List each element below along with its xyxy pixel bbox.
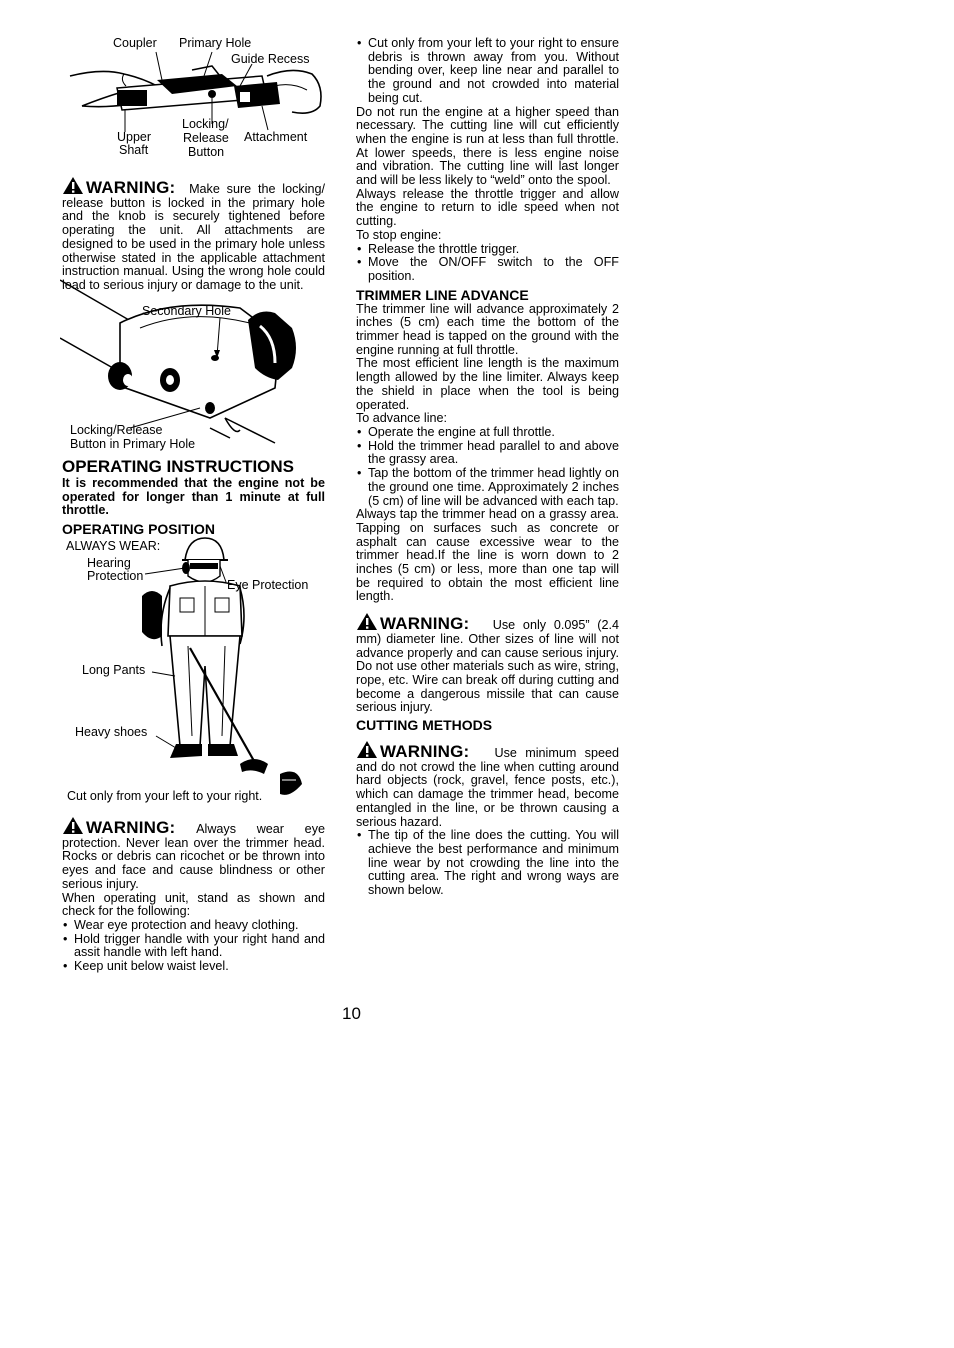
cut-direction-list — [356, 37, 619, 106]
attachment-label: Attachment — [244, 130, 308, 144]
locking-release-label-1: Locking/Release — [70, 423, 163, 437]
operating-intro: It is recommended that the engine not be operated for longer than 1 minute at full throttle. — [62, 476, 325, 518]
eye-protection-label: Eye Protection — [227, 578, 309, 592]
warning-3 — [356, 612, 619, 715]
list-item: • Hold trigger handle with your right hand and assit handle with left hand. — [62, 933, 325, 960]
warning-triangle-icon — [356, 612, 378, 631]
secondary-hole-illustration — [60, 268, 330, 446]
warning-3-text: Use only 0.095” (2.4 mm) diameter line. Other sizes of line will not advance properly and can cause serious injury. Do not use other materials such as wire, string, rope, etc. Wire can break off during cutting and become a dangerous missile that can cause serious injury. — [356, 618, 619, 715]
line-advance-para-3: Always tap the trimmer head on a grassy area. Tapping on surfaces such as concrete or asphalt can cause excessive wear to the trimmer head.If the line is worn down to 2 inches (5 cm) or less, more than one tap will be required to obtain the most efficient line length. — [356, 507, 619, 604]
advance-line-list — [356, 426, 619, 508]
operating-instructions — [62, 458, 325, 537]
guide-recess-label: Guide Recess — [231, 52, 310, 66]
heavy-shoes-label: Heavy shoes — [75, 725, 148, 739]
warning-4 — [356, 740, 619, 829]
hearing-label-1: Hearing — [87, 556, 131, 570]
operating-position-heading: OPERATING POSITION — [62, 521, 215, 538]
operating-instructions-heading: OPERATING INSTRUCTIONS — [62, 457, 295, 476]
list-item: • Move the ON/OFF switch to the OFF position. — [356, 256, 619, 283]
locking-label-2: Release — [183, 131, 229, 145]
warning-1-text: Make sure the locking/ release button is locked in the primary hole and the knob is securely tightened before operating the unit. All attachments are designed to be used in the primary hole unless otherwise stated in the applicable attachment instruction manual. Using the wrong hole could lead to serious injury or damage to the unit. — [62, 182, 325, 292]
cutting-list — [356, 829, 619, 898]
secondary-hole-label: Secondary Hole — [142, 304, 231, 318]
upper-shaft-label-2: Shaft — [119, 143, 149, 157]
warning-2-label: WARNING: — [86, 818, 176, 837]
list-item: • Hold the trimmer head parallel to and above the grassy area. — [356, 440, 619, 467]
primary-hole-label: Primary Hole — [179, 36, 252, 50]
stop-engine-list — [356, 243, 619, 284]
operating-check-intro: When operating unit, stand as shown and check for the following: — [62, 890, 325, 919]
list-item: • Keep unit below waist level. — [62, 960, 325, 974]
release-paragraph: Always release the throttle trigger and allow the engine to return to idle speed when not cutting. — [356, 186, 619, 229]
list-item: • Release the throttle trigger. — [356, 243, 619, 257]
operating-check-list — [62, 919, 325, 974]
right-column — [356, 37, 619, 898]
cutting-methods-heading: CUTTING METHODS — [356, 717, 493, 734]
operator-illustration — [130, 536, 320, 806]
trimmer-line-advance-heading: TRIMMER LINE ADVANCE — [356, 286, 529, 303]
line-advance-para-1: The trimmer line will advance approximately 2 inches (5 cm) each time the bottom of the trimmer head is tapped on the ground with the engine running at full throttle. — [356, 301, 619, 357]
stop-engine-intro: To stop engine: — [356, 227, 442, 242]
cut-only-caption: Cut only from your left to your right. — [67, 789, 263, 803]
locking-label-3: Button — [188, 145, 225, 159]
warning-3-label: WARNING: — [380, 614, 470, 634]
warning-1-label: WARNING: — [86, 178, 176, 197]
page-number: 10 — [342, 1004, 361, 1023]
warning-triangle-icon — [356, 740, 378, 759]
list-item: • Cut only from your left to your right to ensure debris is thrown away from you. Without bending over, keep line near and parallel to the ground and not crowded into material being cut. — [356, 37, 619, 106]
warning-2-text: Always wear eye protection. Never lean over the trimmer head. Rocks or debris can ricochet or be thrown into eyes and face and cause blindness or other serious injury. — [62, 822, 325, 891]
upper-shaft-label-1: Upper — [117, 130, 152, 144]
warning-2-section — [62, 816, 325, 974]
advance-line-intro: To advance line: — [356, 411, 448, 426]
warning-2 — [62, 816, 325, 892]
always-wear-label: ALWAYS WEAR: — [66, 539, 161, 553]
list-item: • The tip of the line does the cutting. You will achieve the best performance and minimum line wear by not crowding the line into the cutting area. The right and wrong ways are shown below. — [356, 829, 619, 898]
warning-4-label: WARNING: — [380, 742, 470, 762]
hearing-label-2: Protection — [87, 569, 144, 583]
list-item: • Tap the bottom of the trimmer head lightly on the ground one time. Approximately 2 inches (5 cm) of line will be advanced with each tap. — [356, 467, 619, 508]
warning-4-text: Use minimum speed and do not crowd the line when cutting around hard objects (rock, gravel, fence posts, etc.), which can damage the trimmer head, become entangled in the line, or be thrown causing a serious hazard. — [356, 746, 619, 829]
line-advance-para-2: The most efficient line length is the maximum length allowed by the line limiter. Always keep the shield in place when the tool is being operated. — [356, 356, 619, 412]
coupler-label: Coupler — [113, 36, 157, 50]
speed-paragraph: Do not run the engine at a higher speed than necessary. The cutting line will cut efficiently when the engine is run at less than full throttle. At lower speeds, there is less engine noise and vibration. The cutting line will last longer and will be less likely to “weld” onto the spool. — [356, 104, 619, 188]
list-item: • Wear eye protection and heavy clothing. — [62, 919, 325, 933]
list-item: • Operate the engine at full throttle. — [356, 426, 619, 440]
warning-triangle-icon — [62, 816, 84, 835]
locking-label-1: Locking/ — [182, 117, 229, 131]
locking-release-label-2: Button in Primary Hole — [70, 437, 196, 451]
long-pants-label: Long Pants — [82, 663, 146, 677]
warning-triangle-icon — [62, 176, 84, 195]
